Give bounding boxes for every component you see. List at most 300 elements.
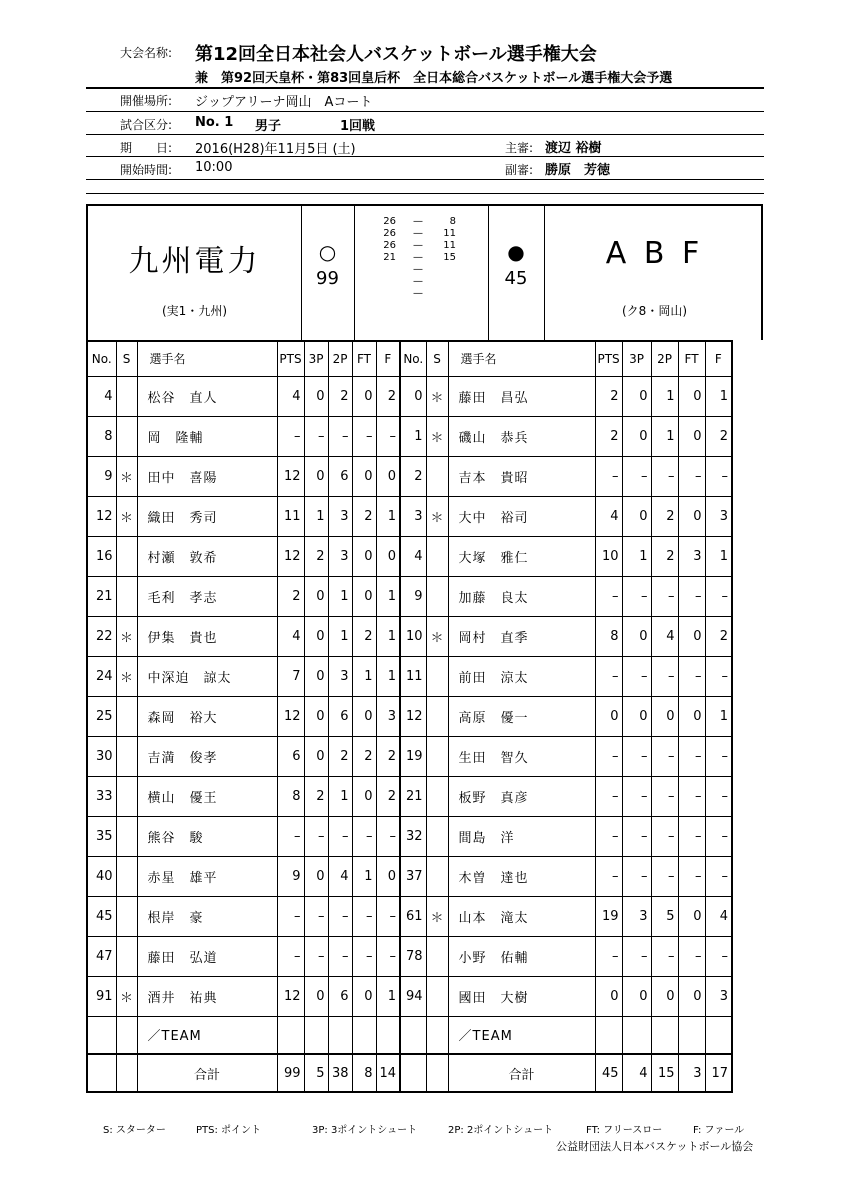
stat-pts: – <box>277 936 304 976</box>
starter-mark <box>116 416 137 456</box>
player-number: 0 <box>400 376 426 416</box>
stat-pts: – <box>595 736 622 776</box>
table-row <box>87 696 732 736</box>
stat-p3: 0 <box>622 616 651 656</box>
win-mark: ○ <box>318 240 337 264</box>
stat-f: 1 <box>376 976 400 1016</box>
table-row <box>87 496 732 536</box>
stat-pts: 12 <box>277 976 304 1016</box>
stat-pts: – <box>595 816 622 856</box>
stat-pts: 11 <box>277 496 304 536</box>
player-name: 加藤 良太 <box>448 576 595 616</box>
referee-label: 主審: <box>505 141 534 155</box>
stat-pts: 0 <box>595 976 622 1016</box>
stat-ft: – <box>678 656 705 696</box>
stat-f: – <box>705 576 732 616</box>
away-header-f: F <box>705 341 732 376</box>
stat-p2: 1 <box>651 376 678 416</box>
home-total-p3: 5 <box>304 1054 328 1092</box>
header-rule <box>86 156 764 157</box>
home-total-p2: 38 <box>328 1054 352 1092</box>
stat-p3: – <box>622 576 651 616</box>
stat-p3: – <box>304 936 328 976</box>
player-name: 大塚 雅仁 <box>448 536 595 576</box>
stat-pts: – <box>595 936 622 976</box>
starter-mark: ＊ <box>116 456 137 496</box>
starter-mark <box>426 816 448 856</box>
table-row <box>87 536 732 576</box>
period-away: 11 <box>443 228 456 239</box>
table-row <box>87 936 732 976</box>
stat-f: 1 <box>376 496 400 536</box>
player-name: 磯山 恭兵 <box>448 416 595 456</box>
stat-pts: 2 <box>595 416 622 456</box>
header-rule <box>86 134 764 135</box>
stat-f: 1 <box>376 576 400 616</box>
player-name: 田中 喜陽 <box>137 456 277 496</box>
period-score-row <box>354 252 488 264</box>
period-scores <box>354 216 488 300</box>
stat-f: – <box>376 816 400 856</box>
legend-s: S: スターター <box>103 1125 166 1136</box>
player-number: 4 <box>87 376 116 416</box>
player-number: 11 <box>400 656 426 696</box>
stat-f: – <box>376 416 400 456</box>
home-team-pts <box>277 1016 304 1054</box>
home-team-name: 九州電力 <box>128 244 261 279</box>
stat-f: 2 <box>376 736 400 776</box>
home-header-p3: 3P <box>304 341 328 376</box>
stat-ft: 2 <box>352 736 376 776</box>
stat-p2: 4 <box>651 616 678 656</box>
home-header-no: No. <box>87 341 116 376</box>
stat-ft: – <box>352 416 376 456</box>
stat-pts: 10 <box>595 536 622 576</box>
player-number: 30 <box>87 736 116 776</box>
stat-ft: 0 <box>352 776 376 816</box>
away-team-p3 <box>622 1016 651 1054</box>
legend-3p: 3P: 3ポイントシュート <box>312 1125 418 1136</box>
home-team-label: ／TEAM <box>137 1016 277 1054</box>
away-header-pts: PTS <box>595 341 622 376</box>
player-name: 國田 大樹 <box>448 976 595 1016</box>
away-total-p3: 4 <box>622 1054 651 1092</box>
player-name: 毛利 孝志 <box>137 576 277 616</box>
starter-mark: ＊ <box>116 496 137 536</box>
stat-p2: 1 <box>328 776 352 816</box>
starter-mark <box>116 376 137 416</box>
stat-ft: – <box>678 856 705 896</box>
stat-f: 3 <box>705 976 732 1016</box>
stat-f: 1 <box>705 536 732 576</box>
stat-p2: 5 <box>651 896 678 936</box>
table-header <box>87 341 732 376</box>
stat-ft: 0 <box>352 536 376 576</box>
player-number: 25 <box>87 696 116 736</box>
stat-pts: 4 <box>595 496 622 536</box>
period-home: 26 <box>383 216 396 227</box>
home-team-s <box>116 1016 137 1054</box>
stat-p3: 0 <box>304 456 328 496</box>
table-row <box>87 376 732 416</box>
stat-ft: 0 <box>352 456 376 496</box>
stat-p2: 3 <box>328 536 352 576</box>
starter-mark <box>426 736 448 776</box>
stat-p3: 2 <box>304 776 328 816</box>
player-name: 織田 秀司 <box>137 496 277 536</box>
player-name: 高原 優一 <box>448 696 595 736</box>
stat-p3: – <box>622 816 651 856</box>
stat-p3: 0 <box>304 656 328 696</box>
legend-ft: FT: フリースロー <box>586 1125 663 1136</box>
table-row <box>87 816 732 856</box>
event-subtitle: 兼 第92回天皇杯・第83回皇后杯 全日本総合バスケットボール選手権大会予選 <box>195 71 673 86</box>
away-team-ft <box>678 1016 705 1054</box>
period-home: 26 <box>383 228 396 239</box>
stat-pts: – <box>277 896 304 936</box>
player-number: 9 <box>87 456 116 496</box>
away-total-label: 合計 <box>448 1054 595 1092</box>
stat-pts: 19 <box>595 896 622 936</box>
stat-p3: 3 <box>622 896 651 936</box>
stat-p2: 2 <box>651 536 678 576</box>
period-away: 11 <box>443 240 456 251</box>
starter-mark <box>426 456 448 496</box>
player-name: 藤田 昌弘 <box>448 376 595 416</box>
stat-ft: – <box>352 816 376 856</box>
away-header-s: S <box>426 341 448 376</box>
home-header-ft: FT <box>352 341 376 376</box>
starter-mark <box>116 936 137 976</box>
away-header-no: No. <box>400 341 426 376</box>
stat-ft: 2 <box>352 496 376 536</box>
stat-f: 2 <box>376 776 400 816</box>
stat-p2: – <box>328 936 352 976</box>
stat-p3: – <box>622 656 651 696</box>
period-dash: — <box>413 264 423 275</box>
away-header-ft: FT <box>678 341 705 376</box>
stat-ft: 0 <box>678 896 705 936</box>
player-name: 松谷 直人 <box>137 376 277 416</box>
table-row <box>87 896 732 936</box>
player-name: 森岡 裕大 <box>137 696 277 736</box>
player-number: 1 <box>400 416 426 456</box>
referee: 渡辺 裕樹 <box>545 141 602 156</box>
stat-f: 0 <box>376 856 400 896</box>
legend-pts: PTS: ポイント <box>196 1125 262 1136</box>
period-score-row <box>354 240 488 252</box>
player-number: 94 <box>400 976 426 1016</box>
stat-p3: 0 <box>622 416 651 456</box>
period-dash: — <box>413 252 423 263</box>
home-team-p2 <box>328 1016 352 1054</box>
stat-f: 2 <box>705 616 732 656</box>
box-score-table <box>86 340 733 1093</box>
starter-mark <box>426 856 448 896</box>
legend-2p: 2P: 2ポイントシュート <box>448 1125 554 1136</box>
division-round: 1回戦 <box>340 119 376 134</box>
home-team-f <box>376 1016 400 1054</box>
home-total-no <box>87 1054 116 1092</box>
player-number: 32 <box>400 816 426 856</box>
stat-ft: 0 <box>678 616 705 656</box>
player-number: 12 <box>400 696 426 736</box>
table-row <box>87 416 732 456</box>
player-name: 生田 智久 <box>448 736 595 776</box>
away-header-p2: 2P <box>651 341 678 376</box>
stat-p2: – <box>328 896 352 936</box>
stat-p3: – <box>622 936 651 976</box>
starter-mark <box>426 976 448 1016</box>
starter-mark <box>116 816 137 856</box>
stat-f: 1 <box>376 616 400 656</box>
stat-p2: – <box>651 776 678 816</box>
player-number: 91 <box>87 976 116 1016</box>
venue: ジップアリーナ岡山 Aコート <box>195 95 373 110</box>
player-number: 12 <box>87 496 116 536</box>
home-total-pts: 99 <box>277 1054 304 1092</box>
starter-mark <box>116 576 137 616</box>
starter-mark: ＊ <box>116 616 137 656</box>
period-score-row <box>354 228 488 240</box>
starter-mark <box>116 856 137 896</box>
stat-ft: 0 <box>678 416 705 456</box>
away-team-p2 <box>651 1016 678 1054</box>
stat-f: – <box>705 736 732 776</box>
stat-pts: 8 <box>277 776 304 816</box>
player-number: 40 <box>87 856 116 896</box>
stat-p3: 0 <box>622 376 651 416</box>
starter-mark: ＊ <box>426 416 448 456</box>
team-row <box>87 1016 732 1054</box>
player-name: 前田 涼太 <box>448 656 595 696</box>
stat-f: 2 <box>376 376 400 416</box>
player-number: 10 <box>400 616 426 656</box>
stat-p3: 0 <box>622 696 651 736</box>
home-header-s: S <box>116 341 137 376</box>
stat-p2: 1 <box>651 416 678 456</box>
stat-ft: – <box>678 776 705 816</box>
period-score-row <box>354 288 488 300</box>
stat-p3: 1 <box>304 496 328 536</box>
stat-f: 3 <box>376 696 400 736</box>
stat-p2: 6 <box>328 456 352 496</box>
player-name: 村瀬 敦希 <box>137 536 277 576</box>
home-team-no <box>87 1016 116 1054</box>
player-number: 16 <box>87 536 116 576</box>
player-number: 61 <box>400 896 426 936</box>
player-number: 3 <box>400 496 426 536</box>
stat-pts: 6 <box>277 736 304 776</box>
player-number: 37 <box>400 856 426 896</box>
player-number: 4 <box>400 536 426 576</box>
stat-ft: – <box>678 936 705 976</box>
player-number: 21 <box>400 776 426 816</box>
stat-p2: – <box>651 456 678 496</box>
umpire-label: 副審: <box>505 163 534 177</box>
player-name: 吉本 貴昭 <box>448 456 595 496</box>
home-team-affiliation: (実1・九州) <box>162 304 227 318</box>
stat-ft: 0 <box>678 496 705 536</box>
stat-ft: – <box>678 576 705 616</box>
stat-p3: 0 <box>304 696 328 736</box>
player-name: 大中 裕司 <box>448 496 595 536</box>
stat-p2: 6 <box>328 976 352 1016</box>
stat-p3: 2 <box>304 536 328 576</box>
stat-p2: 6 <box>328 696 352 736</box>
stat-p3: 1 <box>622 536 651 576</box>
player-number: 22 <box>87 616 116 656</box>
stat-pts: 4 <box>277 616 304 656</box>
home-header-name: 選手名 <box>137 341 277 376</box>
away-score: 45 <box>504 268 528 289</box>
home-team-ft <box>352 1016 376 1054</box>
starter-mark <box>426 656 448 696</box>
start-time: 10:00 <box>195 160 233 175</box>
stat-pts: – <box>595 456 622 496</box>
starter-mark: ＊ <box>426 376 448 416</box>
stat-p3: 0 <box>622 496 651 536</box>
player-number: 45 <box>87 896 116 936</box>
stat-ft: 0 <box>352 376 376 416</box>
division-label: 試合区分: <box>120 118 173 132</box>
loss-mark: ● <box>507 240 525 264</box>
stat-p2: 3 <box>328 496 352 536</box>
starter-mark <box>116 896 137 936</box>
stat-p2: – <box>651 856 678 896</box>
stat-pts: 2 <box>277 576 304 616</box>
starter-mark <box>116 776 137 816</box>
starter-mark <box>116 536 137 576</box>
player-name: 藤田 弘道 <box>137 936 277 976</box>
stat-ft: – <box>678 816 705 856</box>
stat-ft: 3 <box>678 536 705 576</box>
stat-f: – <box>705 776 732 816</box>
starter-mark: ＊ <box>426 896 448 936</box>
period-home: 26 <box>383 240 396 251</box>
player-name: 横山 優王 <box>137 776 277 816</box>
total-row <box>87 1054 732 1092</box>
period-dash: — <box>413 240 423 251</box>
stat-pts: 8 <box>595 616 622 656</box>
stat-f: – <box>705 936 732 976</box>
away-total-pts: 45 <box>595 1054 622 1092</box>
stat-p2: 2 <box>328 736 352 776</box>
player-name: 伊集 貴也 <box>137 616 277 656</box>
stat-p2: 4 <box>328 856 352 896</box>
stat-p2: 0 <box>651 976 678 1016</box>
stat-f: 1 <box>376 656 400 696</box>
header-rule <box>86 87 764 89</box>
player-name: 板野 真彦 <box>448 776 595 816</box>
home-total-label: 合計 <box>137 1054 277 1092</box>
header-rule <box>86 111 764 112</box>
stat-pts: 4 <box>277 376 304 416</box>
stat-f: – <box>705 456 732 496</box>
stat-pts: 12 <box>277 456 304 496</box>
stat-ft: 0 <box>352 576 376 616</box>
player-number: 21 <box>87 576 116 616</box>
stat-ft: – <box>678 736 705 776</box>
home-header-f: F <box>376 341 400 376</box>
away-total-no <box>400 1054 426 1092</box>
period-home: 21 <box>383 252 396 263</box>
stat-p2: – <box>651 936 678 976</box>
table-row <box>87 776 732 816</box>
stat-p2: – <box>651 816 678 856</box>
stat-pts: – <box>595 576 622 616</box>
stat-p2: – <box>328 416 352 456</box>
starter-mark <box>426 536 448 576</box>
stat-p3: 0 <box>304 616 328 656</box>
stat-p3: 0 <box>622 976 651 1016</box>
player-name: 間島 洋 <box>448 816 595 856</box>
stat-pts: 12 <box>277 696 304 736</box>
stat-ft: 2 <box>352 616 376 656</box>
stat-f: 3 <box>705 496 732 536</box>
stat-pts: 7 <box>277 656 304 696</box>
stat-ft: 0 <box>352 696 376 736</box>
home-score: 99 <box>316 268 339 289</box>
stat-pts: 0 <box>595 696 622 736</box>
date-label: 期 日: <box>120 141 173 155</box>
period-score-row <box>354 216 488 228</box>
stat-p2: 0 <box>651 696 678 736</box>
stat-p2: 3 <box>328 656 352 696</box>
stat-f: – <box>705 816 732 856</box>
stat-f: – <box>705 856 732 896</box>
period-dash: — <box>413 216 423 227</box>
away-team-name: A B F <box>605 236 704 271</box>
stat-ft: 0 <box>678 376 705 416</box>
organization: 公益財団法人日本バスケットボール協会 <box>556 1140 754 1153</box>
player-number: 24 <box>87 656 116 696</box>
player-number: 47 <box>87 936 116 976</box>
stat-f: 1 <box>705 696 732 736</box>
stat-p2: – <box>651 656 678 696</box>
stat-pts: – <box>595 856 622 896</box>
stat-p3: – <box>304 816 328 856</box>
stat-p3: – <box>622 776 651 816</box>
period-score-row <box>354 276 488 288</box>
player-name: 吉満 俊孝 <box>137 736 277 776</box>
starter-mark <box>426 776 448 816</box>
stat-f: – <box>376 896 400 936</box>
period-dash: — <box>413 276 423 287</box>
home-header-pts: PTS <box>277 341 304 376</box>
away-total-ft: 3 <box>678 1054 705 1092</box>
stat-f: 4 <box>705 896 732 936</box>
stat-f: – <box>705 656 732 696</box>
away-team-f <box>705 1016 732 1054</box>
stat-f: 2 <box>705 416 732 456</box>
player-name: 酒井 祐典 <box>137 976 277 1016</box>
stat-pts: – <box>595 656 622 696</box>
header-rule <box>86 193 764 194</box>
player-name: 小野 佑輔 <box>448 936 595 976</box>
away-team-label: ／TEAM <box>448 1016 595 1054</box>
away-total-f: 17 <box>705 1054 732 1092</box>
stat-pts: – <box>277 416 304 456</box>
stat-pts: 2 <box>595 376 622 416</box>
starter-mark: ＊ <box>426 616 448 656</box>
score-panel <box>86 204 763 340</box>
stat-f: 1 <box>705 376 732 416</box>
away-header-name: 選手名 <box>448 341 595 376</box>
stat-p2: 2 <box>328 376 352 416</box>
stat-p3: – <box>304 416 328 456</box>
stat-f: 0 <box>376 536 400 576</box>
